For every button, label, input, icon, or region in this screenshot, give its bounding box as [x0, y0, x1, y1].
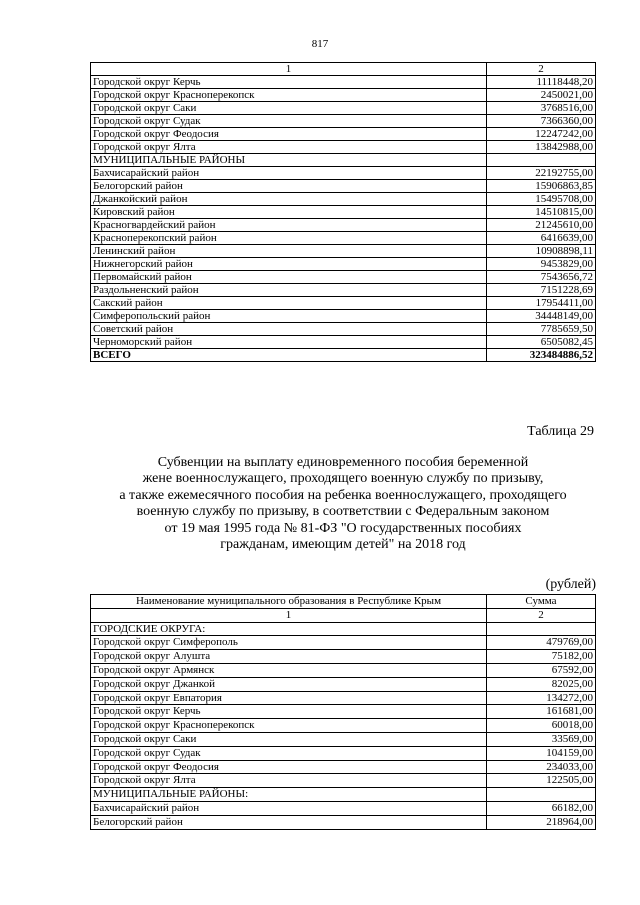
- title-line: а также ежемесячного пособия на ребенка военнослужащего, проходящего: [119, 487, 567, 503]
- row-name: Первомайский район: [91, 271, 487, 284]
- table-row: [91, 219, 596, 232]
- table-row: [91, 115, 596, 128]
- row-name: Черноморский район: [91, 336, 487, 349]
- row-name: Джанкойский район: [91, 193, 487, 206]
- row-value: 218964,00: [487, 815, 596, 829]
- row-name: Кировский район: [91, 206, 487, 219]
- column-number-2: 2: [487, 608, 596, 622]
- table-header-row: [91, 63, 596, 76]
- table-row: [91, 128, 596, 141]
- row-name: Городской округ Ялта: [91, 141, 487, 154]
- table-title: [90, 455, 596, 553]
- table-row: [91, 622, 596, 636]
- table-row: [91, 349, 596, 362]
- table-row: [91, 297, 596, 310]
- table-row: [91, 677, 596, 691]
- row-value: 323484886,52: [487, 349, 596, 362]
- row-value: 7151228,69: [487, 284, 596, 297]
- row-name: МУНИЦИПАЛЬНЫЕ РАЙОНЫ:: [91, 788, 487, 802]
- row-name: Городской округ Судак: [91, 746, 487, 760]
- table-row: [91, 788, 596, 802]
- table-row: [91, 206, 596, 219]
- page-number: 817: [311, 38, 329, 50]
- table-row: [91, 258, 596, 271]
- row-value: 134272,00: [487, 691, 596, 705]
- table-row: [91, 154, 596, 167]
- subsidy-table-continued: [90, 62, 596, 362]
- title-line: жене военнослужащего, проходящего военную службу по призыву,: [142, 471, 544, 487]
- table-row: [91, 774, 596, 788]
- table-row: [91, 180, 596, 193]
- row-name: Белогорский район: [91, 815, 487, 829]
- row-value: 12247242,00: [487, 128, 596, 141]
- row-name: Ленинский район: [91, 245, 487, 258]
- row-value: 6416639,00: [487, 232, 596, 245]
- table-row: [91, 705, 596, 719]
- table-row: [91, 284, 596, 297]
- column-number-1: 1: [91, 63, 487, 76]
- table-header-row: [91, 595, 596, 609]
- row-value: 3768516,00: [487, 102, 596, 115]
- row-value: 82025,00: [487, 677, 596, 691]
- table-row: [91, 760, 596, 774]
- row-name: Городской округ Феодосия: [91, 760, 487, 774]
- title-line: Субвенции на выплату единовременного пособия беременной: [157, 455, 529, 470]
- row-name: Нижнегорский район: [91, 258, 487, 271]
- row-name: ВСЕГО: [91, 349, 487, 362]
- row-name: Раздольненский район: [91, 284, 487, 297]
- title-line: военную службу по призыву, в соответствии с Федеральным законом: [136, 504, 550, 520]
- row-value: 122505,00: [487, 774, 596, 788]
- row-value: 7785659,50: [487, 323, 596, 336]
- table-row: [91, 801, 596, 815]
- row-value: 6505082,45: [487, 336, 596, 349]
- column-header-name: Наименование муниципального образования в Республике Крым: [91, 595, 487, 609]
- row-value: [487, 788, 596, 802]
- row-value: 60018,00: [487, 719, 596, 733]
- maternity-benefits-table: [90, 594, 596, 830]
- row-value: 22192755,00: [487, 167, 596, 180]
- row-value: 75182,00: [487, 650, 596, 664]
- row-name: Городской округ Красноперекопск: [91, 89, 487, 102]
- row-name: Городской округ Феодосия: [91, 128, 487, 141]
- row-name: Городской округ Алушта: [91, 650, 487, 664]
- row-name: Сакский район: [91, 297, 487, 310]
- row-value: 15495708,00: [487, 193, 596, 206]
- row-value: 33569,00: [487, 732, 596, 746]
- row-name: ГОРОДСКИЕ ОКРУГА:: [91, 622, 487, 636]
- table-row: [91, 193, 596, 206]
- column-number-2: 2: [487, 63, 596, 76]
- table-row: [91, 663, 596, 677]
- row-value: 7366360,00: [487, 115, 596, 128]
- row-value: 17954411,00: [487, 297, 596, 310]
- table-row: [91, 232, 596, 245]
- row-name: Бахчисарайский район: [91, 801, 487, 815]
- table-row: [91, 102, 596, 115]
- row-name: Городской округ Армянск: [91, 663, 487, 677]
- table-body: [91, 595, 596, 830]
- row-name: Городской округ Джанкой: [91, 677, 487, 691]
- row-name: Городской округ Ялта: [91, 774, 487, 788]
- table-body: [91, 63, 596, 362]
- row-value: [487, 154, 596, 167]
- row-value: [487, 622, 596, 636]
- table-subheader-row: [91, 608, 596, 622]
- row-name: Городской округ Саки: [91, 732, 487, 746]
- row-name: Красноперекопский район: [91, 232, 487, 245]
- table-row: [91, 167, 596, 180]
- table-row: [91, 815, 596, 829]
- row-name: Городской округ Симферополь: [91, 636, 487, 650]
- table-row: [91, 89, 596, 102]
- row-value: 11118448,20: [487, 76, 596, 89]
- row-value: 67592,00: [487, 663, 596, 677]
- table-row: [91, 636, 596, 650]
- row-name: Красногвардейский район: [91, 219, 487, 232]
- title-line: гражданам, имеющим детей" на 2018 год: [220, 537, 466, 553]
- table-row: [91, 271, 596, 284]
- table-row: [91, 650, 596, 664]
- row-name: Городской округ Керчь: [91, 705, 487, 719]
- table-row: [91, 323, 596, 336]
- row-name: Городской округ Керчь: [91, 76, 487, 89]
- row-name: МУНИЦИПАЛЬНЫЕ РАЙОНЫ: [91, 154, 487, 167]
- row-name: Симферопольский район: [91, 310, 487, 323]
- table-row: [91, 746, 596, 760]
- row-value: 479769,00: [487, 636, 596, 650]
- row-name: Городской округ Евпатория: [91, 691, 487, 705]
- table-row: [91, 691, 596, 705]
- row-value: 161681,00: [487, 705, 596, 719]
- title-line: от 19 мая 1995 года № 81-ФЗ "О государственных пособиях: [164, 520, 522, 536]
- table-row: [91, 732, 596, 746]
- table-row: [91, 141, 596, 154]
- row-value: 2450021,00: [487, 89, 596, 102]
- row-value: 9453829,00: [487, 258, 596, 271]
- table-row: [91, 245, 596, 258]
- column-header-sum: Сумма: [487, 595, 596, 609]
- row-name: Городской округ Красноперекопск: [91, 719, 487, 733]
- table-row: [91, 719, 596, 733]
- row-value: 66182,00: [487, 801, 596, 815]
- unit-label: (рублей): [545, 577, 596, 592]
- table-row: [91, 310, 596, 323]
- row-value: 7543656,72: [487, 271, 596, 284]
- row-name: Бахчисарайский район: [91, 167, 487, 180]
- row-value: 34448149,00: [487, 310, 596, 323]
- row-name: Советский район: [91, 323, 487, 336]
- table-row: [91, 76, 596, 89]
- row-name: Белогорский район: [91, 180, 487, 193]
- row-name: Городской округ Саки: [91, 102, 487, 115]
- row-value: 13842988,00: [487, 141, 596, 154]
- table-row: [91, 336, 596, 349]
- table-label: Таблица 29: [527, 424, 594, 439]
- row-value: 21245610,00: [487, 219, 596, 232]
- row-value: 104159,00: [487, 746, 596, 760]
- row-name: Городской округ Судак: [91, 115, 487, 128]
- row-value: 10908898,11: [487, 245, 596, 258]
- row-value: 14510815,00: [487, 206, 596, 219]
- column-number-1: 1: [91, 608, 487, 622]
- row-value: 15906863,85: [487, 180, 596, 193]
- row-value: 234033,00: [487, 760, 596, 774]
